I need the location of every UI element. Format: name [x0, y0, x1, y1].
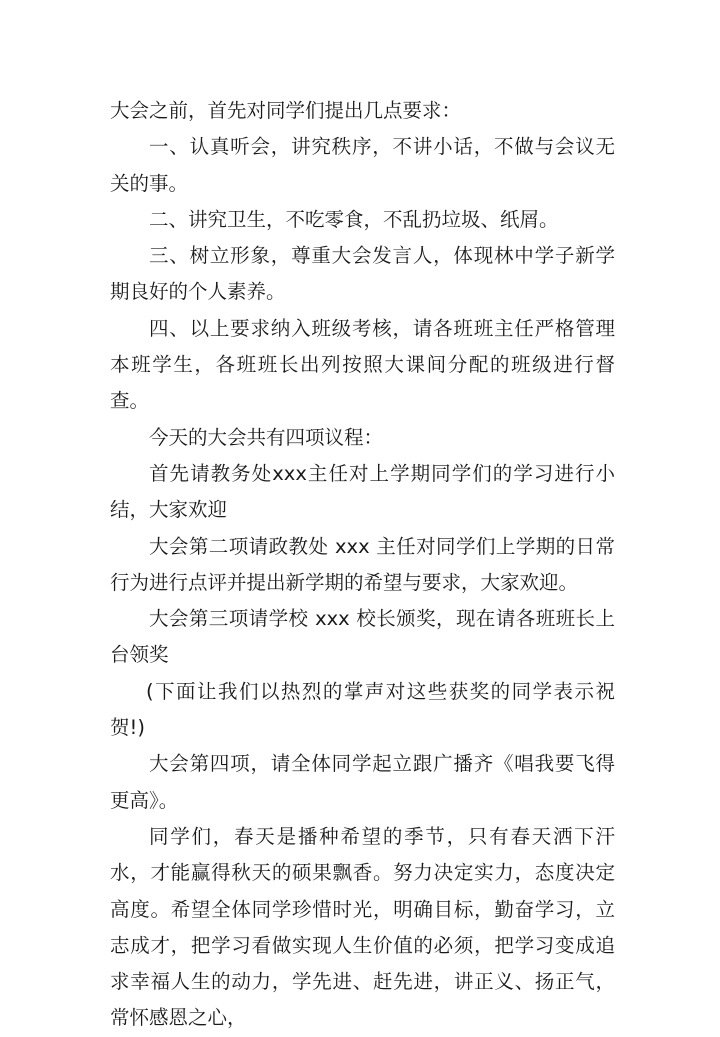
paragraph-applause-note: (下面让我们以热烈的掌声对这些获奖的同学表示祝贺!) [110, 679, 615, 740]
paragraph-requirement-2: 二、讲究卫生，不吃零食，不乱扔垃圾、纸屑。 [149, 207, 559, 231]
paragraph-agenda-2: 大会第二项请政教处 xxx 主任对同学们上学期的日常行为进行点评并提出新学期的希望与要求，大家欢迎。 [110, 534, 615, 594]
paragraph-agenda-3: 大会第三项请学校 xxx 校长颁奖，现在请各班班长上台领奖 [110, 607, 615, 667]
paragraph-agenda-1: 首先请教务处xxx主任对上学期同学们的学习进行小结，大家欢迎 [110, 461, 615, 522]
paragraph-intro: 大会之前，首先对同学们提出几点要求： [110, 99, 462, 122]
paragraph-requirement-1: 一、认真听会，讲究秩序，不讲小话，不做与会议无关的事。 [110, 135, 615, 195]
paragraph-requirement-4: 四、以上要求纳入班级考核，请各班班主任严格管理本班学生，各班班长出列按照大课间分配的班级进行督查。 [110, 316, 615, 413]
paragraph-agenda-intro: 今天的大会共有四项议程： [149, 425, 384, 449]
document-body [110, 93, 615, 1037]
paragraph-requirement-3: 三、树立形象，尊重大会发言人，体现林中学子新学期良好的个人素养。 [110, 244, 615, 304]
paragraph-agenda-4: 大会第四项，请全体同学起立跟广播齐《唱我要飞得更高》。 [110, 752, 615, 812]
paragraph-closing: 同学们，春天是播种希望的季节，只有春天洒下汗水，才能赢得秋天的硕果飘香。努力决定实力，态度决定高度。希望全体同学珍惜时光，明确目标，勤奋学习，立志成才，把学习看做实现人生价值的必须，把学习变成追求幸福人生的动力，学先进、赶先进，讲正义、扬正气，常怀感恩之心， [110, 824, 615, 1030]
